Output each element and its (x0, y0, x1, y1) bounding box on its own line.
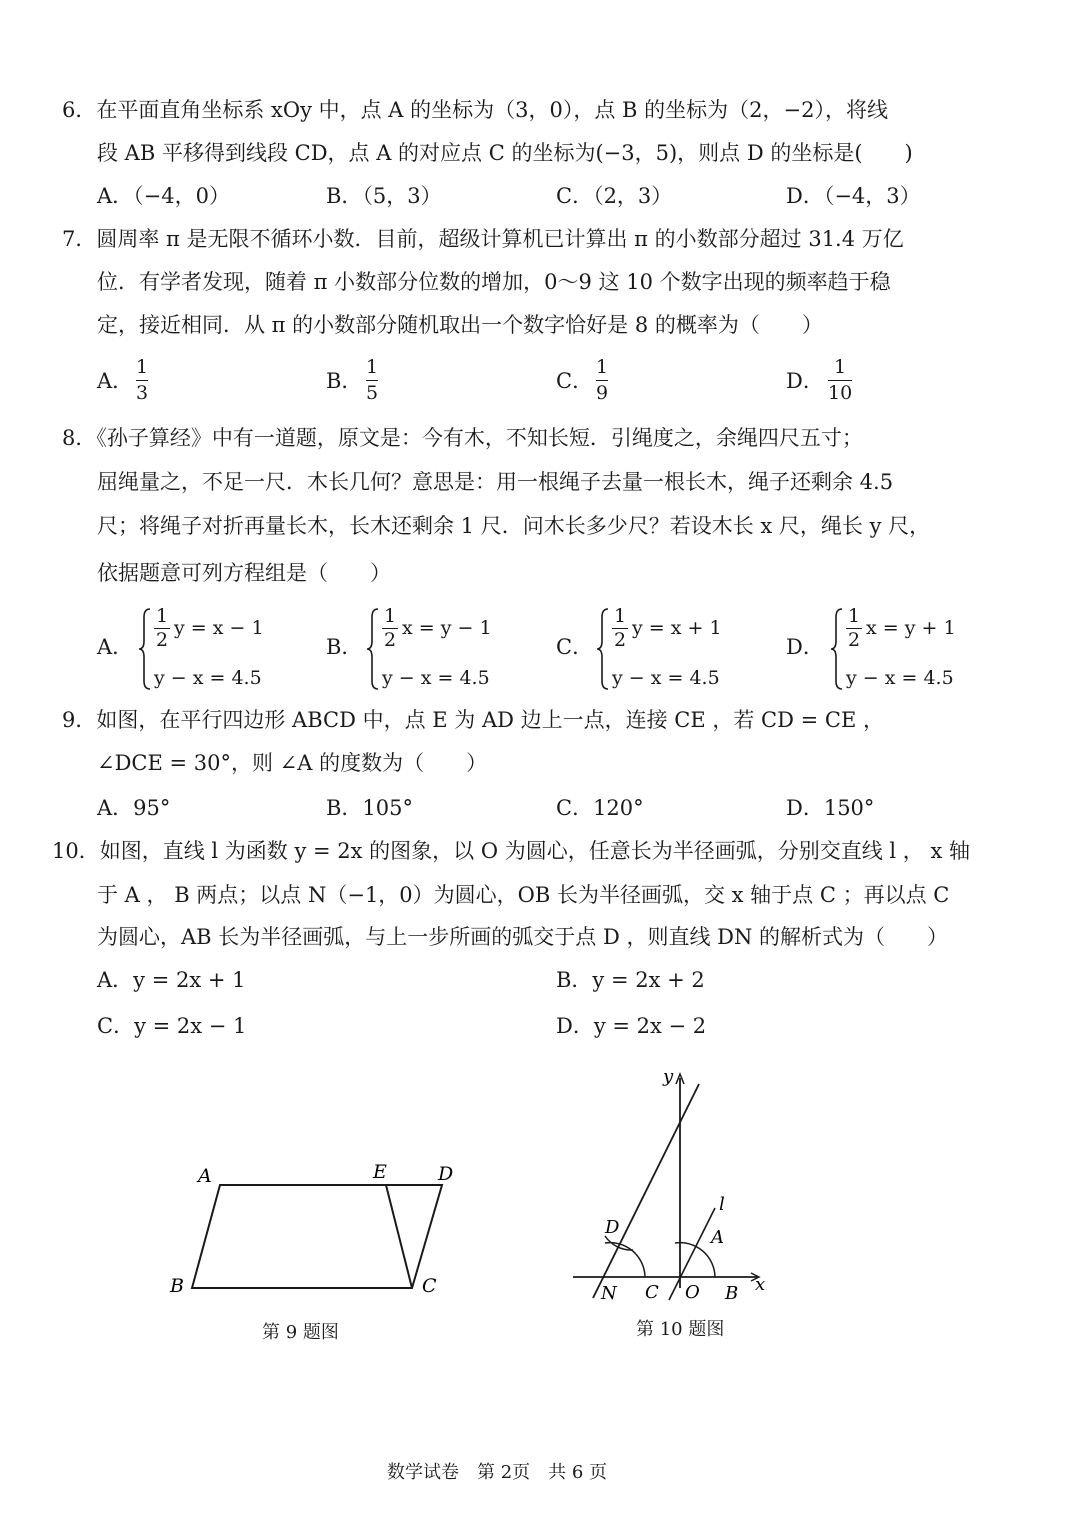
q8-stem-line4: 依据题意可列方程组是（ ） (97, 561, 391, 585)
q8-option-d-label: D． (786, 635, 824, 659)
q10-stem-line2: 于 A ， B 两点；以点 N（−1，0）为圆心，OB 长为半径画弧，交 x 轴于点 C ；再以点 C (97, 883, 950, 907)
figure-10-construction (565, 1060, 785, 1310)
q8-option-d-system (830, 607, 970, 693)
label-d: D (605, 1217, 620, 1238)
equation-2: y − x = 4.5 (846, 667, 954, 689)
q7-stem-line3: 定，接近相同．从 π 的小数部分随机取出一个数字恰好是 8 的概率为（ ） (97, 313, 823, 337)
q10-option-c: C．y = 2x − 1 (97, 1014, 247, 1038)
parallelogram-abcd (192, 1185, 442, 1288)
label-e: E (373, 1161, 387, 1183)
numerator: 1 (596, 356, 609, 378)
q7-option-c-label: C． (556, 369, 594, 393)
denominator: 5 (366, 382, 379, 404)
figure-9-parallelogram (160, 1150, 470, 1310)
label-o: O (685, 1282, 700, 1303)
q6-option-c: C．（2，3） (556, 184, 673, 208)
half-fraction: 1 2 (155, 605, 169, 651)
equation-2: y − x = 4.5 (382, 667, 490, 689)
q8-option-b-label: B． (326, 635, 363, 659)
q8-option-a-system (138, 607, 278, 693)
brace-icon (596, 607, 610, 691)
q9-option-a: A．95° (97, 796, 171, 820)
line-dn (593, 1084, 699, 1298)
denominator: 3 (136, 382, 149, 404)
figure-9-caption: 第 9 题图 (262, 1322, 339, 1343)
q10-stem-line3: 为圆心，AB 长为半径画弧，与上一步所画的弧交于点 D ，则直线 DN 的解析式为（ ） (97, 925, 949, 949)
label-l: l (719, 1194, 725, 1215)
figure-10-caption: 第 10 题图 (636, 1319, 725, 1340)
label-x: x (755, 1274, 766, 1295)
label-b: B (170, 1275, 184, 1297)
denominator: 10 (828, 382, 853, 404)
q6-stem-line1: 6．在平面直角坐标系 xOy 中，点 A 的坐标为（3，0），点 B 的坐标为（2，−2），将线 (62, 98, 888, 122)
brace-icon (138, 607, 152, 691)
label-c: C (422, 1275, 437, 1297)
label-a: A (198, 1165, 212, 1187)
label-y: y (663, 1066, 674, 1087)
q7-option-d-label: D． (786, 369, 824, 393)
label-c: C (645, 1282, 659, 1303)
q7-option-c-fraction (596, 358, 608, 403)
q6-option-a: A．（−4，0） (97, 184, 230, 208)
equation-2: y − x = 4.5 (154, 667, 262, 689)
q9-stem-line1: 9．如图，在平行四边形 ABCD 中，点 E 为 AD 边上一点，连接 CE ，若 CD = CE ， (62, 708, 884, 732)
q10-option-d: D．y = 2x − 2 (556, 1014, 707, 1038)
half-fraction: 1 2 (383, 605, 397, 651)
brace-icon (830, 607, 844, 691)
equation-1: x = y + 1 (866, 617, 956, 639)
equation-1: y = x − 1 (174, 617, 264, 639)
page-footer: 数学试卷 第 2页 共 6 页 (387, 1462, 608, 1483)
numerator: 1 (834, 356, 847, 378)
brace-icon (366, 607, 380, 691)
label-n: N (601, 1283, 617, 1304)
q9-option-c: C．120° (556, 796, 644, 820)
q8-stem-line2: 屈绳量之，不足一尺．木长几何？意思是：用一根绳子去量一根长木，绳子还剩余 4.5 (97, 470, 894, 494)
q8-stem-line1: 8．《孙子算经》中有一道题，原文是：今有木，不知长短．引绳度之，余绳四尺五寸； (62, 426, 863, 450)
denominator: 9 (596, 382, 609, 404)
half-fraction: 1 2 (847, 605, 861, 651)
numerator: 1 (366, 356, 379, 378)
q8-stem-line3: 尺；将绳子对折再量长木，长木还剩余 1 尺．问木长多少尺？若设木长 x 尺，绳长 y 尺， (97, 514, 931, 538)
label-b: B (725, 1283, 739, 1304)
q9-stem-line2: ∠DCE = 30°，则 ∠A 的度数为（ ） (97, 751, 488, 775)
q7-stem-line2: 位．有学者发现，随着 π 小数部分位数的增加，0～9 这 10 个数字出现的频率趋于稳 (97, 270, 891, 294)
q8-option-a-label: A． (97, 635, 134, 659)
q7-option-b-fraction (366, 358, 378, 403)
q9-option-b: B．105° (326, 796, 414, 820)
q7-option-d-fraction (828, 358, 852, 403)
equation-1: y = x + 1 (632, 617, 722, 639)
numerator: 1 (136, 356, 149, 378)
q10-option-a: A．y = 2x + 1 (97, 968, 246, 992)
q7-option-a-fraction (136, 358, 148, 403)
q7-option-b-label: B． (326, 369, 363, 393)
q9-option-d: D．150° (786, 796, 875, 820)
q10-stem-line1: 10．如图，直线 l 为函数 y = 2x 的图象，以 O 为圆心，任意长为半径画弧，分别交直线 l ， x 轴 (52, 839, 970, 863)
q6-option-d: D．（−4，3） (786, 184, 921, 208)
q8-option-c-label: C． (556, 635, 594, 659)
q8-option-b-system (366, 607, 506, 693)
label-a: A (711, 1227, 724, 1248)
equation-1: x = y − 1 (402, 617, 492, 639)
segment-ce (386, 1185, 412, 1288)
q10-option-b: B．y = 2x + 2 (556, 968, 705, 992)
label-d: D (438, 1163, 454, 1185)
q8-option-c-system (596, 607, 736, 693)
q6-option-b: B．（5，3） (326, 184, 442, 208)
half-fraction: 1 2 (613, 605, 627, 651)
equation-2: y − x = 4.5 (612, 667, 720, 689)
q7-option-a-label: A． (97, 369, 134, 393)
q7-stem-line1: 7．圆周率 π 是无限不循环小数．目前，超级计算机已计算出 π 的小数部分超过 31.4 万亿 (62, 227, 904, 251)
q6-stem-line2: 段 AB 平移得到线段 CD，点 A 的对应点 C 的坐标为(−3，5)，则点 D 的坐标是( ) (97, 141, 913, 165)
